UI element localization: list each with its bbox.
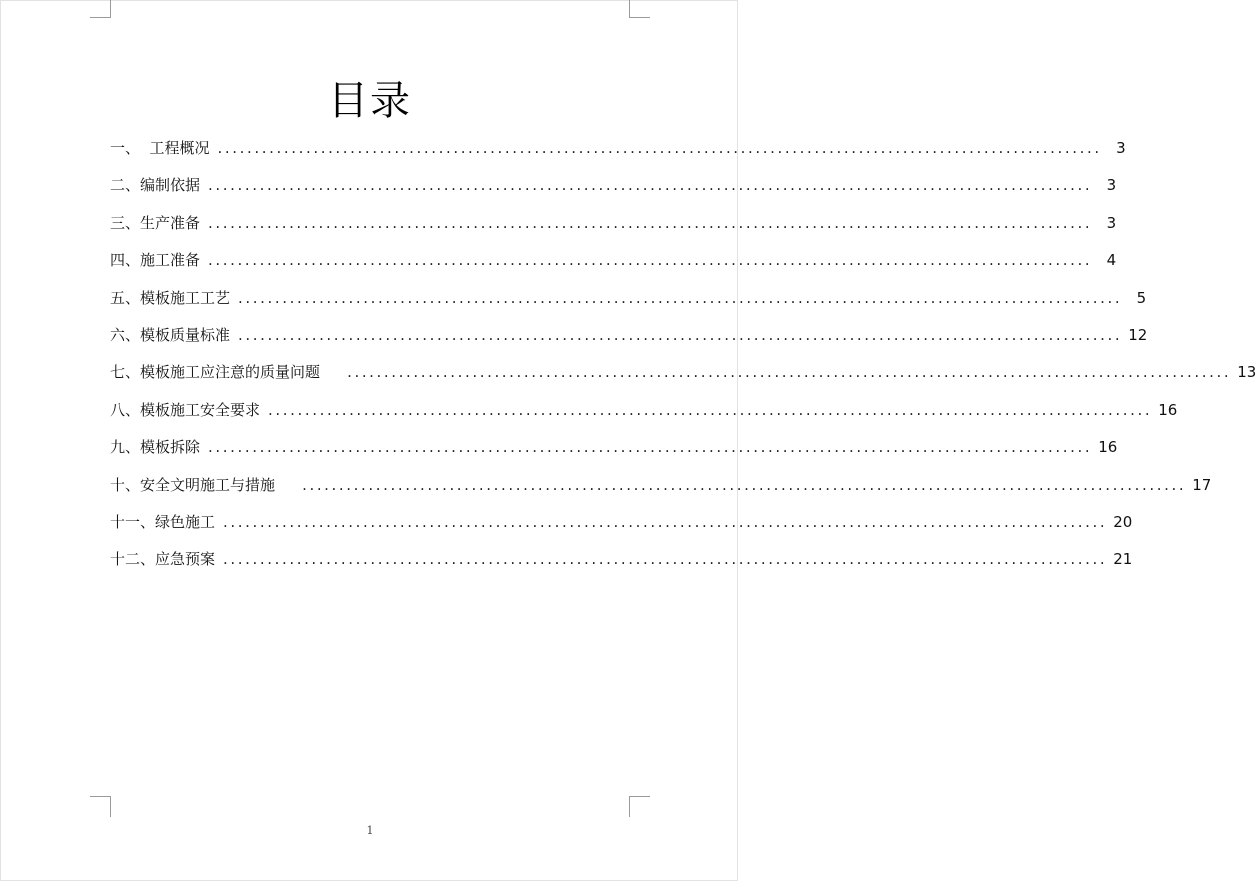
- toc-entry-page: 3: [1106, 176, 1117, 195]
- toc-entry[interactable]: [110, 280, 1147, 317]
- toc-leader-dots: ........................................................................................................................: [268, 400, 1153, 419]
- crop-mark-bottom-right: [629, 796, 650, 817]
- toc-entry-label: 二、编制依据: [110, 176, 201, 195]
- toc-entry-page: 20: [1113, 512, 1133, 531]
- toc-entry-page: 3: [1116, 139, 1126, 157]
- toc-leader-dots: ........................................................................................................................: [347, 363, 1232, 382]
- page-number: 1: [366, 824, 374, 837]
- toc-entry-label: 十、安全文明施工与措施: [110, 475, 295, 494]
- toc-entry[interactable]: [110, 130, 1126, 167]
- toc-entry-label: 七、模板施工应注意的质量问题: [110, 363, 340, 382]
- toc-entry-page: 13: [1237, 363, 1256, 382]
- toc-entry-label: 六、模板质量标准: [110, 325, 231, 344]
- toc-entry-label: 五、模板施工工艺: [110, 288, 231, 307]
- toc-leader-dots: ........................................................................................................................: [208, 176, 1093, 195]
- toc-entry-page: 16: [1098, 438, 1118, 457]
- toc-leader-dots: ........................................................................................................................: [302, 475, 1187, 494]
- toc-entry-page: 21: [1113, 550, 1133, 569]
- toc-entry-page: 12: [1128, 325, 1148, 344]
- toc-entry-label: 十一、绿色施工: [110, 512, 216, 531]
- toc-leader-dots: ........................................................................................................................: [223, 512, 1108, 531]
- toc-entry[interactable]: [110, 541, 1133, 578]
- toc-entry[interactable]: [110, 205, 1117, 242]
- table-of-contents: [110, 130, 1256, 579]
- toc-entry[interactable]: [110, 429, 1118, 466]
- toc-entry[interactable]: [110, 317, 1148, 354]
- toc-leader-dots: ........................................................................................................................: [238, 288, 1123, 307]
- toc-entry-label: 九、模板拆除: [110, 438, 201, 457]
- toc-entry[interactable]: [110, 467, 1212, 504]
- toc-leader-dots: ........................................................................................................................: [208, 438, 1093, 457]
- toc-entry[interactable]: [110, 392, 1178, 429]
- toc-leader-dots: ........................................................................................................................: [208, 213, 1093, 232]
- toc-title: 目录: [328, 78, 412, 124]
- toc-leader-dots: ........................................................................................................................: [208, 251, 1093, 270]
- toc-entry-page: 3: [1106, 213, 1117, 232]
- crop-mark-top-left: [90, 0, 111, 18]
- toc-entry-page: 16: [1158, 400, 1178, 419]
- toc-entry-page: 5: [1136, 288, 1147, 307]
- toc-entry[interactable]: [110, 504, 1133, 541]
- toc-entry-label: 一、 工程概况: [110, 139, 210, 157]
- toc-entry-label: 四、施工准备: [110, 251, 201, 270]
- crop-mark-top-right: [629, 0, 650, 18]
- toc-leader-dots: ........................................................................................................................: [217, 139, 1102, 157]
- crop-mark-bottom-left: [90, 796, 111, 817]
- toc-entry-label: 八、模板施工安全要求: [110, 400, 261, 419]
- toc-leader-dots: ........................................................................................................................: [223, 550, 1108, 569]
- toc-entry-page: 17: [1192, 475, 1212, 494]
- toc-entry[interactable]: [110, 167, 1117, 204]
- toc-entry-label: 三、生产准备: [110, 213, 201, 232]
- toc-entry[interactable]: [110, 354, 1256, 391]
- toc-entry[interactable]: [110, 242, 1117, 279]
- toc-entry-page: 4: [1106, 251, 1117, 270]
- toc-entry-label: 十二、应急预案: [110, 550, 216, 569]
- toc-leader-dots: ........................................................................................................................: [238, 325, 1123, 344]
